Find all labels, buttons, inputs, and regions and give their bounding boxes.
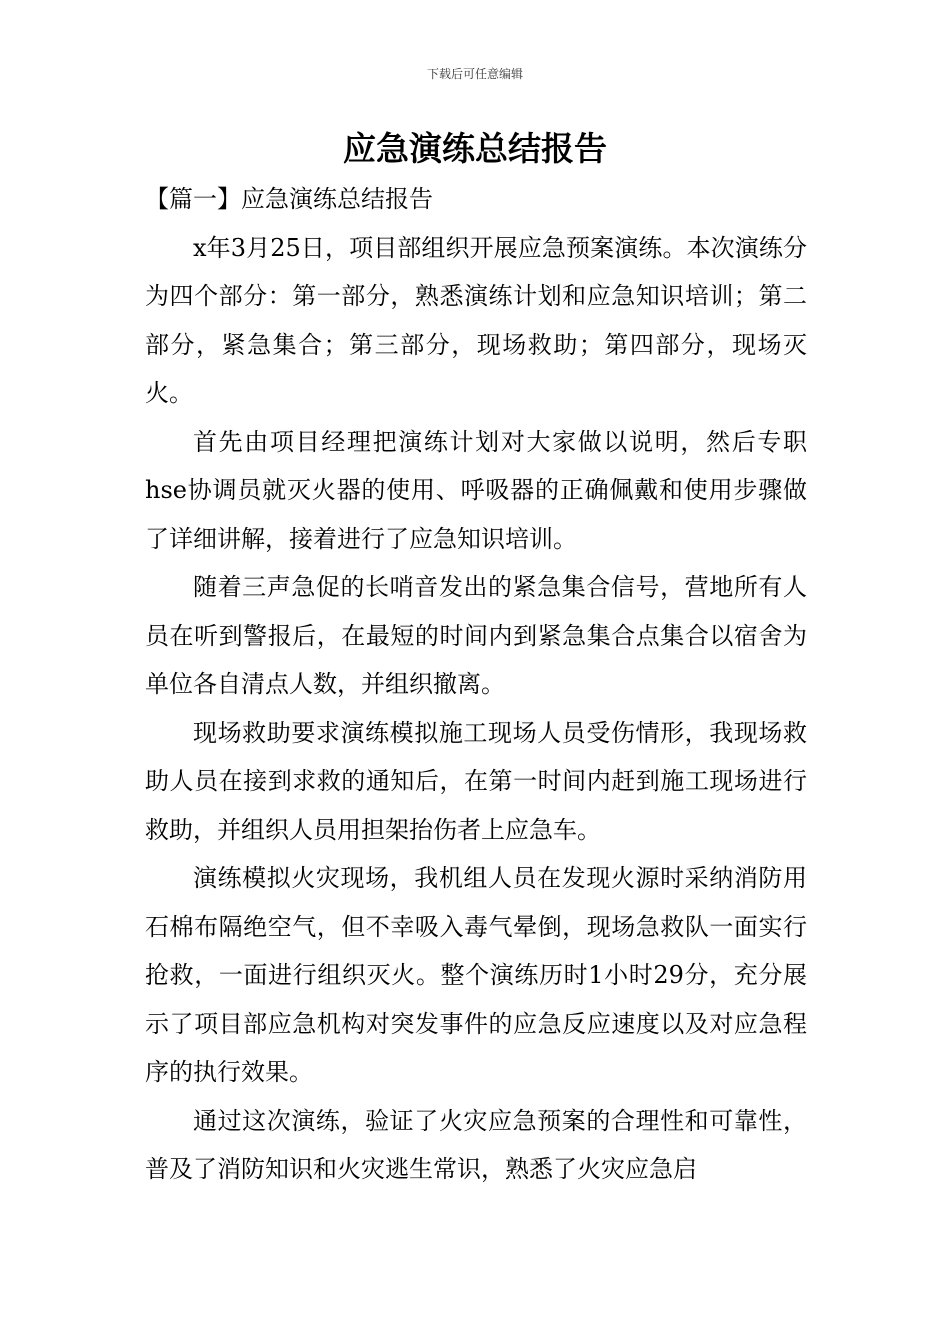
paragraph-2: 首先由项目经理把演练计划对大家做以说明，然后专职hse协调员就灭火器的使用、呼吸器的正确佩戴和使用步骤做了详细讲解，接着进行了应急知识培训。 bbox=[145, 427, 807, 553]
document-body bbox=[145, 175, 807, 1194]
paragraph-1: x年3月25日，项目部组织开展应急预案演练。本次演练分为四个部分：第一部分，熟悉演练计划和应急知识培训；第二部分，紧急集合；第三部分，现场救助；第四部分，现场灭火。 bbox=[145, 233, 807, 407]
paragraph-4: 现场救助要求演练模拟施工现场人员受伤情形，我现场救助人员在接到求救的通知后，在第一时间内赶到施工现场进行救助，并组织人员用担架抬伤者上应急车。 bbox=[145, 718, 807, 844]
paragraph-5: 演练模拟火灾现场，我机组人员在发现火源时采纳消防用石棉布隔绝空气，但不幸吸入毒气晕倒，现场急救队一面实行抢救，一面进行组织灭火。整个演练历时1小时29分，充分展示了项目部应急机构对突发事件的应急反应速度以及对应急程序的执行效果。 bbox=[145, 864, 807, 1086]
header-note: 下载后可任意编辑 bbox=[426, 67, 523, 81]
document-title: 应急演练总结报告 bbox=[343, 129, 607, 168]
paragraph-6: 通过这次演练，验证了火灾应急预案的合理性和可靠性，普及了消防知识和火灾逃生常识，熟悉了火灾应急启 bbox=[145, 1106, 807, 1183]
section-heading: 【篇一】应急演练总结报告 bbox=[145, 185, 433, 213]
paragraph-3: 随着三声急促的长哨音发出的紧急集合信号，营地所有人员在听到警报后，在最短的时间内到紧急集合点集合以宿舍为单位各自清点人数，并组织撤离。 bbox=[145, 573, 807, 698]
